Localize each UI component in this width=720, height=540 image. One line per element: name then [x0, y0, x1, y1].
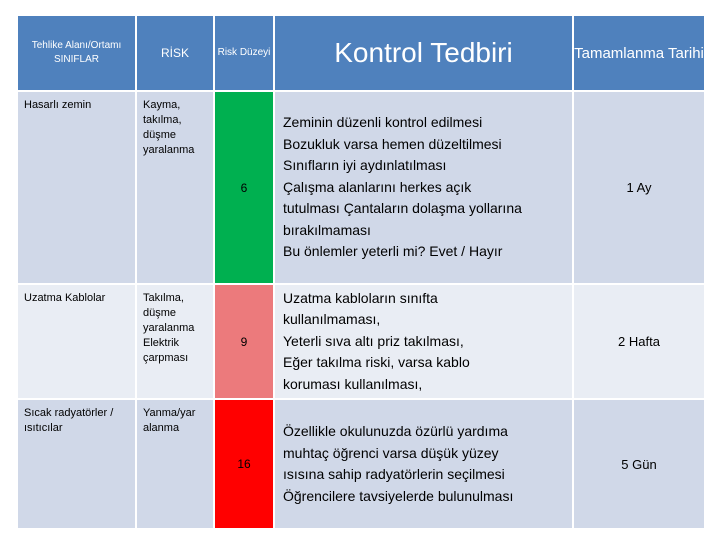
control-line: Zeminin düzenli kontrol edilmesi — [283, 114, 483, 131]
header-risk: RİSK — [136, 15, 214, 91]
control-cell — [274, 399, 573, 529]
header-row — [17, 15, 705, 91]
control-line: muhtaç öğrenci varsa düşük yüzey — [283, 444, 499, 461]
control-line: Bu önlemler yeterli mi? Evet / Hayır — [283, 243, 503, 260]
control-cell — [274, 91, 573, 284]
completion-date-cell: 1 Ay — [573, 91, 705, 284]
control-line: tutulması Çantaların dolaşma yollarına — [283, 200, 522, 217]
completion-date-cell: 5 Gün — [573, 399, 705, 529]
header-risk-level: Risk Düzeyi — [214, 15, 274, 91]
risk-cell: Takılma, düşme yaralanma Elektrik çarpması — [136, 284, 214, 399]
control-line: Yeterli sıva altı priz takılması, — [283, 332, 464, 349]
table-row — [17, 399, 705, 529]
risk-level-cell: 6 — [214, 91, 274, 284]
control-line: Sınıfların iyi aydınlatılması — [283, 157, 447, 174]
header-completion: Tamamlanma Tarihi — [573, 15, 705, 91]
table-row — [17, 284, 705, 399]
hazard-cell: Hasarlı zemin — [17, 91, 136, 284]
header-hazard-area: Tehlike Alanı/Ortamı SINIFLAR — [17, 15, 136, 91]
control-line: ısısına sahip radyatörlerin seçilmesi — [283, 466, 505, 482]
control-line: Öğrencilere tavsiyelerde bulunulması — [283, 487, 514, 504]
control-line: Uzatma kabloların sınıfta — [283, 289, 438, 306]
control-line: Özellikle okulunuzda özürlü yardıma — [283, 423, 508, 439]
control-cell — [274, 284, 573, 399]
table-row — [17, 91, 705, 284]
control-line: Bozukluk varsa hemen düzeltilmesi — [283, 135, 502, 152]
control-line: Çalışma alanlarını herkes açık — [283, 178, 472, 195]
control-line: kullanılmaması, — [283, 311, 381, 328]
hazard-cell: Uzatma Kablolar — [17, 284, 136, 399]
header-control: Kontrol Tedbiri — [274, 15, 573, 91]
hazard-cell: Sıcak radyatörler /ısıtıcılar — [17, 399, 136, 529]
control-line: Eğer takılma riski, varsa kablo — [283, 354, 470, 371]
risk-level-cell: 16 — [214, 399, 274, 529]
risk-cell: Kayma, takılma, düşme yaralanma — [136, 91, 214, 284]
control-line: koruması kullanılması, — [283, 375, 423, 392]
control-line: bırakılmaması — [283, 221, 371, 238]
risk-level-cell: 9 — [214, 284, 274, 399]
completion-date-cell: 2 Hafta — [573, 284, 705, 399]
risk-cell: Yanma/yar alanma — [136, 399, 214, 529]
risk-assessment-table — [16, 14, 706, 530]
